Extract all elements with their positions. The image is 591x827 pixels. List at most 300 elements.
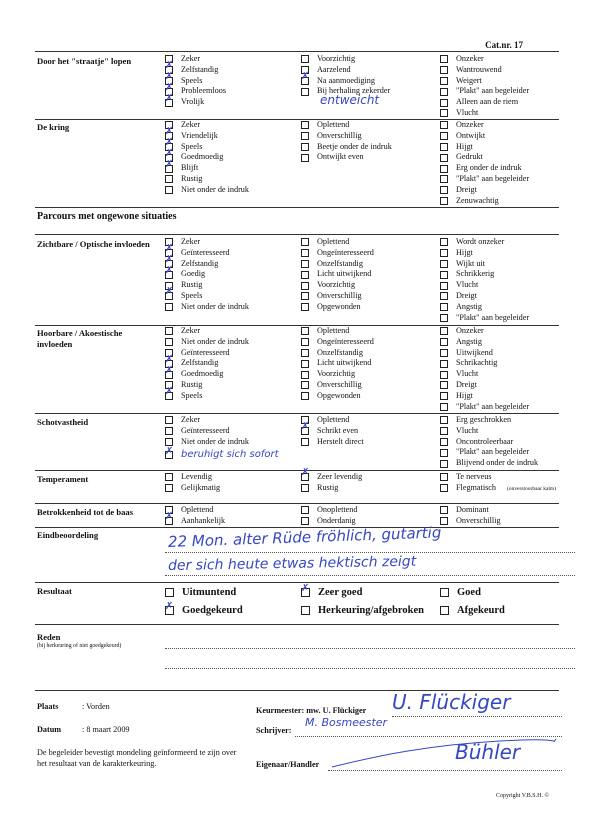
- result-option: [165, 605, 243, 616]
- option-row: [440, 76, 529, 87]
- option-label: Goedmoedig: [181, 152, 224, 162]
- option-row: [165, 516, 225, 527]
- result-label: Afgekeurd: [457, 605, 505, 616]
- option-row: [165, 291, 249, 302]
- checkbox[interactable]: [440, 260, 448, 268]
- checkbox[interactable]: [301, 121, 309, 129]
- option-label: Geïnteresseerd: [181, 347, 230, 357]
- option-row: [165, 380, 249, 391]
- option-label: Rustig: [181, 280, 203, 290]
- option-label: Onverschillig: [317, 130, 362, 140]
- option-row: [301, 131, 392, 142]
- option-row: [165, 86, 226, 97]
- option-row: [165, 185, 249, 196]
- option-label: Onzeker: [456, 326, 484, 335]
- checkbox[interactable]: [165, 303, 173, 311]
- checkbox[interactable]: [301, 349, 309, 357]
- options-col-2: [301, 120, 392, 163]
- checkbox[interactable]: [165, 292, 173, 300]
- option-label: Vrolijk: [181, 97, 205, 107]
- option-label: Beetje onder de indruk: [317, 141, 392, 151]
- option-row: [165, 269, 249, 280]
- option-row: [440, 142, 529, 153]
- option-label: Goedig: [181, 269, 206, 279]
- checkbox[interactable]: [165, 186, 173, 194]
- checkbox[interactable]: [301, 249, 309, 257]
- option-row: [301, 269, 374, 280]
- checkbox[interactable]: [440, 88, 448, 96]
- option-row: [301, 291, 374, 302]
- section-label-resultaat: Resultaat: [37, 586, 72, 596]
- option-row: [301, 326, 374, 337]
- checkbox[interactable]: [440, 392, 448, 400]
- checkbox[interactable]: [440, 165, 448, 173]
- option-label: Gedrukt: [456, 152, 483, 162]
- checkbox[interactable]: [440, 121, 448, 129]
- checkbox[interactable]: [440, 449, 448, 457]
- option-label: Opgewonden: [317, 390, 361, 400]
- option-label: Wordt onzeker: [456, 237, 505, 246]
- option-row: [440, 337, 529, 348]
- checkbox[interactable]: [440, 143, 448, 151]
- checkbox[interactable]: [301, 392, 309, 400]
- option-row: [440, 174, 529, 185]
- checkbox[interactable]: [440, 186, 448, 194]
- schrijver-signature: M. Bosmeester: [305, 716, 388, 729]
- checkbox[interactable]: [440, 55, 448, 63]
- checkbox[interactable]: [440, 282, 448, 290]
- option-row: [301, 280, 374, 291]
- option-label: Herstelt direct: [317, 436, 364, 446]
- option-row: [165, 131, 249, 142]
- checkbox[interactable]: [440, 109, 448, 117]
- checkbox[interactable]: [440, 517, 448, 525]
- option-label: Geïnteresseerd: [181, 247, 230, 257]
- checkbox[interactable]: [301, 588, 310, 597]
- checkbox[interactable]: [301, 381, 309, 389]
- keurmeester-signature: U. Flückiger: [392, 690, 511, 714]
- plaats-value: : Vorden: [82, 702, 110, 711]
- checkbox[interactable]: [440, 175, 448, 183]
- result-label: Zeer goed: [318, 587, 363, 598]
- option-label: Oplettend: [317, 120, 350, 129]
- option-label: Gelijkmatig: [181, 482, 221, 492]
- option-row: [440, 402, 529, 413]
- checkbox[interactable]: [440, 506, 448, 514]
- checkbox[interactable]: [301, 77, 309, 85]
- option-row: [301, 380, 374, 391]
- option-row: [440, 259, 529, 270]
- option-label: Onverschillig: [317, 290, 362, 300]
- checkbox[interactable]: [165, 271, 173, 279]
- option-label: Na aanmoediging: [317, 75, 375, 85]
- option-row: [440, 369, 529, 380]
- checkbox[interactable]: [165, 392, 173, 400]
- option-label: Oplettend: [317, 326, 350, 335]
- option-row: [440, 237, 529, 248]
- divider: [35, 207, 559, 208]
- options-col-3: [440, 120, 529, 206]
- options-col-3: [440, 326, 529, 412]
- option-row: [440, 269, 529, 280]
- option-label: Dominant: [456, 505, 489, 514]
- option-row: [440, 302, 529, 313]
- option-label: Oncontroleerbaar: [456, 436, 514, 446]
- checkbox[interactable]: [301, 260, 309, 268]
- option-row: [440, 437, 538, 448]
- eindbeoordeling-line-1: 22 Mon. alter Rüde fröhlich, gutartig: [167, 523, 442, 551]
- option-label: Erg onder de indruk: [456, 163, 522, 173]
- checkbox[interactable]: [440, 371, 448, 379]
- catalog-number: Cat.nr. 17: [485, 40, 523, 50]
- option-row: [165, 426, 249, 437]
- checkbox[interactable]: [165, 606, 174, 615]
- checkbox[interactable]: [301, 438, 309, 446]
- option-row: [301, 472, 362, 483]
- options-col-2: [301, 415, 364, 447]
- option-label: "Plakt" aan begeleider: [456, 401, 530, 411]
- divider: [35, 470, 559, 471]
- option-row: [301, 54, 390, 65]
- option-label: Zeker: [181, 237, 201, 246]
- eigenaar-signature: Bühler: [455, 740, 521, 764]
- option-label: Vlucht: [456, 425, 479, 435]
- checkbox[interactable]: [301, 282, 309, 290]
- option-label: Flegmatisch: [456, 482, 497, 492]
- checkbox[interactable]: [440, 360, 448, 368]
- datum-label: Datum: [37, 725, 62, 734]
- option-label: Alleen aan de riem: [456, 97, 519, 107]
- option-row: [165, 142, 249, 153]
- checkbox[interactable]: [301, 371, 309, 379]
- option-row: [440, 326, 529, 337]
- option-row: [301, 152, 392, 163]
- result-label: Goedgekeurd: [182, 605, 243, 616]
- checkbox[interactable]: [301, 154, 309, 162]
- keurmeester-label: Keurmeester: mw. U. Flückiger: [256, 706, 367, 715]
- option-row: [440, 291, 529, 302]
- option-row: [165, 391, 249, 402]
- checkbox[interactable]: [301, 88, 309, 96]
- checkbox[interactable]: [440, 66, 448, 74]
- option-label: Schrikkerig: [456, 269, 495, 279]
- checkbox[interactable]: [301, 338, 309, 346]
- options-col-1: [165, 54, 226, 108]
- checkbox[interactable]: [440, 338, 448, 346]
- option-row: [165, 483, 220, 494]
- option-row: [165, 97, 226, 108]
- checkbox[interactable]: [440, 271, 448, 279]
- checkbox[interactable]: [440, 460, 448, 468]
- checkbox[interactable]: [440, 416, 448, 424]
- checkbox[interactable]: [165, 451, 173, 459]
- option-row: [165, 259, 249, 270]
- checkbox[interactable]: [165, 427, 173, 435]
- section-label-hoorbare-2: invloeden: [37, 339, 73, 349]
- option-label: Rustig: [317, 482, 339, 492]
- divider: [35, 582, 559, 583]
- checkbox[interactable]: [301, 506, 309, 514]
- checkbox[interactable]: [165, 165, 173, 173]
- option-row: [440, 380, 529, 391]
- option-label: Wantrouwend: [456, 64, 502, 74]
- option-row: [440, 313, 529, 324]
- reden-note: (bij herkeuring of niet goedgekeurd): [37, 643, 122, 649]
- option-label: Oplettend: [317, 415, 350, 424]
- options-col-3: [440, 415, 538, 469]
- dotted-line: [165, 575, 575, 576]
- option-label: Dreigt: [456, 379, 477, 389]
- option-label: Geïnteresseerd: [181, 425, 230, 435]
- option-label: Voorzichtig: [317, 280, 356, 290]
- checkbox[interactable]: [301, 517, 309, 525]
- option-row: [165, 505, 225, 516]
- options-col-2: [301, 505, 357, 527]
- section-label-betrokkenheid: Betrokkenheid tot de baas: [37, 507, 134, 517]
- checkbox[interactable]: [440, 197, 448, 205]
- options-col-1: [165, 326, 249, 402]
- option-row: [301, 348, 374, 359]
- option-label: Probleemloos: [181, 86, 227, 96]
- option-label: Aanhankelijk: [181, 515, 226, 525]
- option-row: [440, 196, 529, 207]
- section-label-schot: Schotvastheid: [37, 417, 89, 427]
- checkbox[interactable]: [440, 154, 448, 162]
- option-row: [165, 348, 249, 359]
- checkbox[interactable]: [301, 55, 309, 63]
- option-row: [165, 163, 249, 174]
- option-row: [301, 142, 392, 153]
- checkbox[interactable]: [440, 77, 448, 85]
- option-row: [301, 65, 390, 76]
- option-row: [440, 505, 501, 516]
- checkbox[interactable]: [165, 99, 173, 107]
- option-row: [440, 358, 529, 369]
- checkbox[interactable]: [301, 271, 309, 279]
- option-row: [165, 358, 249, 369]
- option-label: Te nerveus: [456, 472, 492, 481]
- option-row: [165, 174, 249, 185]
- checkbox[interactable]: [301, 484, 309, 492]
- checkbox[interactable]: [165, 484, 173, 492]
- checkbox[interactable]: [440, 303, 448, 311]
- option-row: [440, 163, 529, 174]
- option-row: [440, 472, 496, 483]
- option-label: Onoplettend: [317, 505, 358, 514]
- handwritten-note-entweicht: entweicht: [320, 93, 380, 107]
- option-row: [440, 108, 529, 119]
- checkbox[interactable]: [301, 238, 309, 246]
- option-row: [301, 259, 374, 270]
- checkbox[interactable]: [301, 143, 309, 151]
- checkbox[interactable]: [301, 606, 310, 615]
- divider: [35, 503, 559, 504]
- option-label: Zeker: [181, 326, 201, 335]
- option-row: [440, 447, 538, 458]
- option-row: [165, 280, 249, 291]
- checkbox[interactable]: [440, 99, 448, 107]
- signature-line: [392, 716, 562, 717]
- dotted-line: [165, 668, 575, 669]
- checkbox[interactable]: [440, 327, 448, 335]
- section-label-door-straatje: Door het "straatje" lopen: [37, 56, 132, 66]
- option-label: Ontwijkt even: [317, 152, 364, 162]
- result-option: [440, 605, 505, 616]
- checkbox[interactable]: [440, 349, 448, 357]
- option-row: [301, 248, 374, 259]
- checkbox[interactable]: [301, 292, 309, 300]
- option-label: Zeer levendig: [317, 472, 363, 481]
- checkbox[interactable]: [165, 327, 173, 335]
- result-label: Uitmuntend: [182, 587, 237, 598]
- options-col-1: [165, 237, 249, 313]
- option-row: [301, 437, 364, 448]
- options-col-2: [301, 237, 374, 313]
- option-label: Bij herhaling zekerder: [317, 86, 391, 96]
- checkbox[interactable]: [301, 303, 309, 311]
- option-row: [440, 516, 501, 527]
- option-label: Dreigt: [456, 290, 477, 300]
- checkbox[interactable]: [301, 473, 309, 481]
- options-col-2: [301, 472, 362, 494]
- options-col-3: [440, 54, 529, 119]
- checkbox[interactable]: [440, 381, 448, 389]
- option-label: Rustig: [181, 173, 203, 183]
- flegmatisch-note: (onverstoorbaar kalm): [507, 486, 557, 492]
- option-label: Onverschillig: [456, 515, 501, 525]
- checkbox[interactable]: [301, 360, 309, 368]
- divider: [35, 413, 559, 414]
- checkbox[interactable]: [440, 438, 448, 446]
- option-label: Wijkt uit: [456, 258, 486, 268]
- option-label: Vlucht: [456, 369, 479, 379]
- option-label: Schrikachtig: [456, 358, 498, 368]
- option-label: Vriendelijk: [181, 130, 218, 140]
- option-label: Uitwijkend: [456, 347, 493, 357]
- checkbox[interactable]: [440, 588, 449, 597]
- option-row: [440, 65, 529, 76]
- option-row: [440, 483, 496, 494]
- option-label: "Plakt" aan begeleider: [456, 86, 530, 96]
- checkbox[interactable]: [165, 338, 173, 346]
- checkbox[interactable]: [165, 473, 173, 481]
- option-row: [165, 326, 249, 337]
- checkbox[interactable]: [440, 606, 449, 615]
- option-label: Niet onder de indruk: [181, 436, 249, 446]
- option-label: Zelfstandig: [181, 358, 219, 368]
- section-label-temperament: Temperament: [37, 474, 89, 484]
- option-label: Zelfstandig: [181, 64, 219, 74]
- option-label: Vlucht: [456, 107, 479, 117]
- option-label: Angstig: [456, 301, 482, 311]
- option-label: Speels: [181, 290, 203, 300]
- option-label: Aarzelend: [317, 64, 351, 74]
- option-row: [301, 337, 374, 348]
- option-label: Oplettend: [181, 505, 214, 514]
- option-row: [165, 54, 226, 65]
- option-label: Onzelfstandig: [317, 347, 363, 357]
- section-label-kring: De kring: [37, 122, 70, 132]
- option-row: [301, 426, 364, 437]
- checkbox[interactable]: [165, 588, 174, 597]
- checkbox[interactable]: [165, 371, 173, 379]
- checkbox[interactable]: [440, 403, 448, 411]
- option-label: Goedmoedig: [181, 369, 224, 379]
- option-row: [440, 185, 529, 196]
- checkbox[interactable]: [165, 175, 173, 183]
- option-label: Erg geschrokken: [456, 415, 512, 424]
- checkbox[interactable]: [440, 427, 448, 435]
- option-row: [301, 369, 374, 380]
- option-row: [165, 472, 220, 483]
- option-label: Weigert: [456, 75, 482, 85]
- option-label: "Plakt" aan begeleider: [456, 447, 530, 457]
- checkbox[interactable]: [440, 484, 448, 492]
- option-row: [440, 280, 529, 291]
- option-row: [165, 120, 249, 131]
- parcours-title: Parcours met ongewone situaties: [37, 211, 177, 222]
- checkbox[interactable]: [301, 427, 309, 435]
- checkbox[interactable]: [165, 416, 173, 424]
- option-row: [440, 348, 529, 359]
- copyright: Copyright V.B.S.H. ©: [495, 793, 549, 799]
- option-row: [165, 248, 249, 259]
- checkbox[interactable]: [440, 249, 448, 257]
- option-row: [165, 337, 249, 348]
- option-row: [165, 237, 249, 248]
- option-label: Dreigt: [456, 184, 477, 194]
- option-row: [301, 415, 364, 426]
- option-label: "Plakt" aan begeleider: [456, 312, 530, 322]
- checkbox[interactable]: [301, 132, 309, 140]
- eigenaar-label: Eigenaar/Handler: [256, 760, 320, 769]
- option-label: Zelfstandig: [181, 258, 219, 268]
- section-label-eindbeoordeling: Eindbeoordeling: [37, 530, 99, 540]
- checkbox[interactable]: [440, 314, 448, 322]
- option-label: Oplettend: [317, 237, 350, 246]
- option-label: Onverschillig: [317, 379, 362, 389]
- option-row: [440, 458, 538, 469]
- checkbox[interactable]: [301, 327, 309, 335]
- result-label: Herkeuring/afgebroken: [318, 605, 424, 616]
- option-label: Onzeker: [456, 54, 484, 63]
- checkbox[interactable]: [165, 517, 173, 525]
- option-row: [301, 302, 374, 313]
- option-label: Voorzichtig: [317, 369, 356, 379]
- checkbox[interactable]: [440, 292, 448, 300]
- handwritten-row: [165, 449, 279, 460]
- option-label: Ongeïnteresseerd: [317, 247, 374, 257]
- option-row: [165, 76, 226, 87]
- option-label: Levendig: [181, 472, 212, 481]
- options-col-1: [165, 415, 249, 447]
- checkbox[interactable]: [440, 473, 448, 481]
- option-label: Schrikt even: [317, 425, 359, 435]
- option-label: Zeker: [181, 415, 201, 424]
- option-row: [165, 152, 249, 163]
- option-row: [440, 152, 529, 163]
- option-row: [165, 415, 249, 426]
- options-col-3: [440, 505, 501, 527]
- option-label: Blijvend onder de indruk: [456, 458, 539, 468]
- checkbox[interactable]: [440, 238, 448, 246]
- option-label: Angstig: [456, 336, 482, 346]
- checkbox[interactable]: [440, 132, 448, 140]
- options-col-2: [301, 326, 374, 402]
- option-row: [301, 76, 390, 87]
- option-row: [440, 97, 529, 108]
- option-row: [301, 516, 357, 527]
